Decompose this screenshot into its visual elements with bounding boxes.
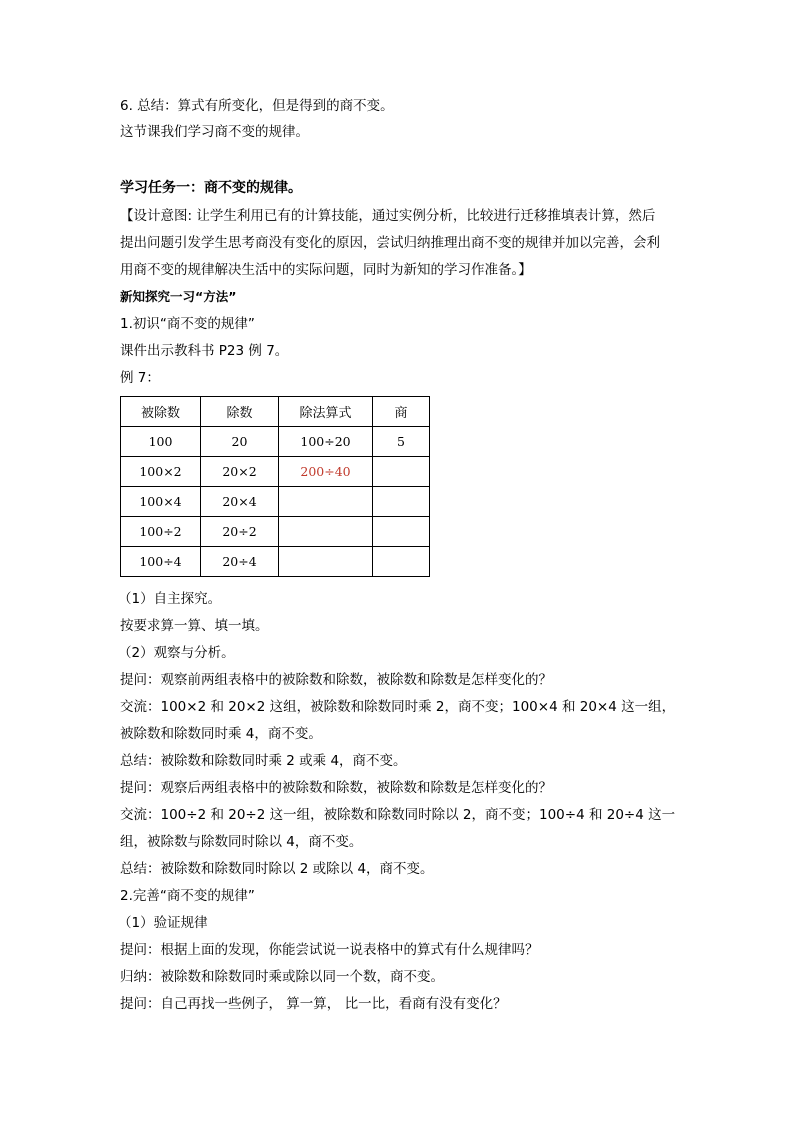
exchange-2a: 交流：100÷2 和 20÷2 这一组，被除数和除数同时除以 2，商不变；100÷4 和 20÷4 这一 <box>120 807 676 823</box>
table-cell: 100×2 <box>121 457 201 487</box>
explore-heading: 新知探究一习“方法” <box>120 289 237 304</box>
table-cell <box>373 487 430 517</box>
question-3: 提问：根据上面的发现，你能尝试说一说表格中的算式有什么规律吗？ <box>120 942 539 958</box>
step-1-instruction: 按要求算一算、填一填。 <box>120 618 269 634</box>
verify-title: （1）验证规律 <box>118 915 208 931</box>
header-quotient: 商 <box>373 397 430 427</box>
exchange-1a: 交流：100×2 和 20×2 这组，被除数和除数同时乘 2，商不变；100×4 和 20×4 这一组， <box>120 699 676 715</box>
example-label: 例 7： <box>120 370 160 386</box>
table-cell: 20÷4 <box>201 547 279 577</box>
question-1: 提问：观察前两组表格中的被除数和除数，被除数和除数是怎样变化的？ <box>120 672 552 688</box>
table-row <box>121 547 430 577</box>
question-2: 提问：观察后两组表格中的被除数和除数，被除数和除数是怎样变化的？ <box>120 780 552 796</box>
summary-1: 总结：被除数和除数同时乘 2 或乘 4，商不变。 <box>120 753 407 769</box>
table-cell: 20×4 <box>201 487 279 517</box>
section-1-title: 1.初识“商不变的规律” <box>120 316 255 332</box>
section-2-title: 2.完善“商不变的规律” <box>120 888 255 904</box>
table-cell: 20×2 <box>201 457 279 487</box>
design-intent-3: 用商不变的规律解决生活中的实际问题，同时为新知的学习作准备。】 <box>120 262 532 278</box>
header-expression: 除法算式 <box>279 397 373 427</box>
table-header-row <box>121 397 430 427</box>
design-intent-2: 提出问题引发学生思考商没有变化的原因，尝试归纳推理出商不变的规律并加以完善，会利 <box>120 235 660 251</box>
table-cell: 100÷20 <box>279 427 373 457</box>
table-cell: 5 <box>373 427 430 457</box>
table-cell <box>373 517 430 547</box>
table-row <box>121 457 430 487</box>
table-cell-highlighted: 200÷40 <box>279 457 373 487</box>
step-1-title: （1）自主探究。 <box>118 591 222 607</box>
table-cell <box>373 547 430 577</box>
table-cell: 20÷2 <box>201 517 279 547</box>
task-title: 学习任务一：商不变的规律。 <box>120 180 302 196</box>
summary-2: 总结：被除数和除数同时除以 2 或除以 4，商不变。 <box>120 861 434 877</box>
table-row <box>121 487 430 517</box>
table-cell <box>373 457 430 487</box>
summary-line-6: 6. 总结：算式有所变化，但是得到的商不变。 <box>120 98 394 114</box>
exchange-2b: 组，被除数与除数同时除以 4，商不变。 <box>120 834 363 850</box>
step-2-title: （2）观察与分析。 <box>118 645 235 661</box>
table-cell: 100×4 <box>121 487 201 517</box>
exchange-1b: 被除数和除数同时乘 4，商不变。 <box>120 726 322 742</box>
table-row <box>121 517 430 547</box>
table-cell: 100 <box>121 427 201 457</box>
header-dividend: 被除数 <box>121 397 201 427</box>
question-4: 提问：自己再找一些例子， 算一算， 比一比，看商有没有变化？ <box>120 996 507 1012</box>
design-intent-1: 【设计意图: 让学生利用已有的计算技能，通过实例分析，比较进行迁移推填表计算，然后 <box>120 208 656 224</box>
intro-line: 这节课我们学习商不变的规律。 <box>120 124 309 140</box>
table-cell: 20 <box>201 427 279 457</box>
division-table <box>120 396 430 577</box>
table-cell <box>279 517 373 547</box>
header-divisor: 除数 <box>201 397 279 427</box>
induction: 归纳：被除数和除数同时乘或除以同一个数，商不变。 <box>120 969 444 985</box>
table-cell <box>279 487 373 517</box>
table-row <box>121 427 430 457</box>
table-cell <box>279 547 373 577</box>
table-cell: 100÷2 <box>121 517 201 547</box>
table-cell: 100÷4 <box>121 547 201 577</box>
textbook-reference: 课件出示教科书 P23 例 7。 <box>120 343 289 359</box>
